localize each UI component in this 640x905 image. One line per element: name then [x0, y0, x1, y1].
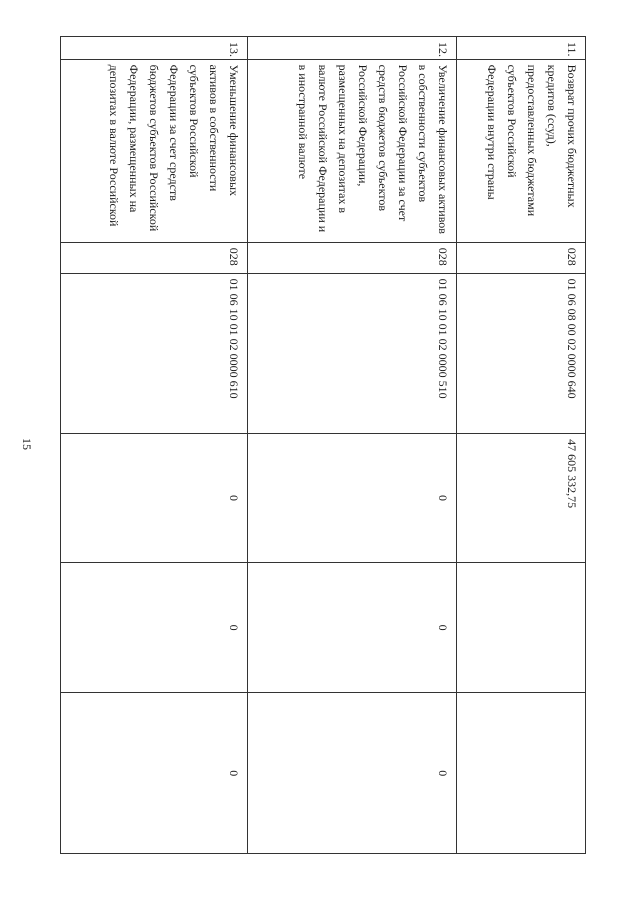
value-cell-1: 0: [61, 434, 248, 563]
admin-code: 028: [248, 242, 457, 273]
row-number: 11.: [457, 37, 586, 60]
value-cell-2: 0: [61, 562, 248, 693]
table-row: [248, 37, 457, 854]
budget-classification-code: 01 06 08 00 02 0000 640: [457, 273, 586, 434]
value-cell-3: [457, 693, 586, 854]
value-cell-1: 0: [248, 434, 457, 563]
row-number: 12.: [248, 37, 457, 60]
value-cell-3: 0: [61, 693, 248, 854]
admin-code: 028: [457, 242, 586, 273]
budget-classification-code: 01 06 10 01 02 0000 510: [248, 273, 457, 434]
value-cell-2: 0: [248, 562, 457, 693]
page-number: 15: [20, 438, 34, 450]
admin-code: 028: [61, 242, 248, 273]
rotated-table-container: [70, 36, 586, 854]
budget-classification-code: 01 06 10 01 02 0000 610: [61, 273, 248, 434]
row-name: Увеличение финансовых активов в собственности субъектов Российской Федерации за счет средств бюджетов субъектов Российской Федерации, размещенных на депозитах в валюте Российской Федерации и в иностранной валюте: [248, 59, 457, 242]
row-number: 13.: [61, 37, 248, 60]
value-cell-3: 0: [248, 693, 457, 854]
row-name: Уменьшение финансовых активов в собственности субъектов Российской Федерации за счет средств бюджетов субъектов Российской Федерации, размещенных на депозитах в валюте Российской: [61, 59, 248, 242]
value-cell-2: [457, 562, 586, 693]
table-row: [61, 37, 248, 854]
row-name: Возврат прочих бюджетных кредитов (ссуд), предоставленных бюджетами субъектов Российской Федерации внутри страны: [457, 59, 586, 242]
value-cell-1: 47 605 332,75: [457, 434, 586, 563]
table-row: [457, 37, 586, 854]
sources-of-financing-table: [60, 36, 586, 854]
